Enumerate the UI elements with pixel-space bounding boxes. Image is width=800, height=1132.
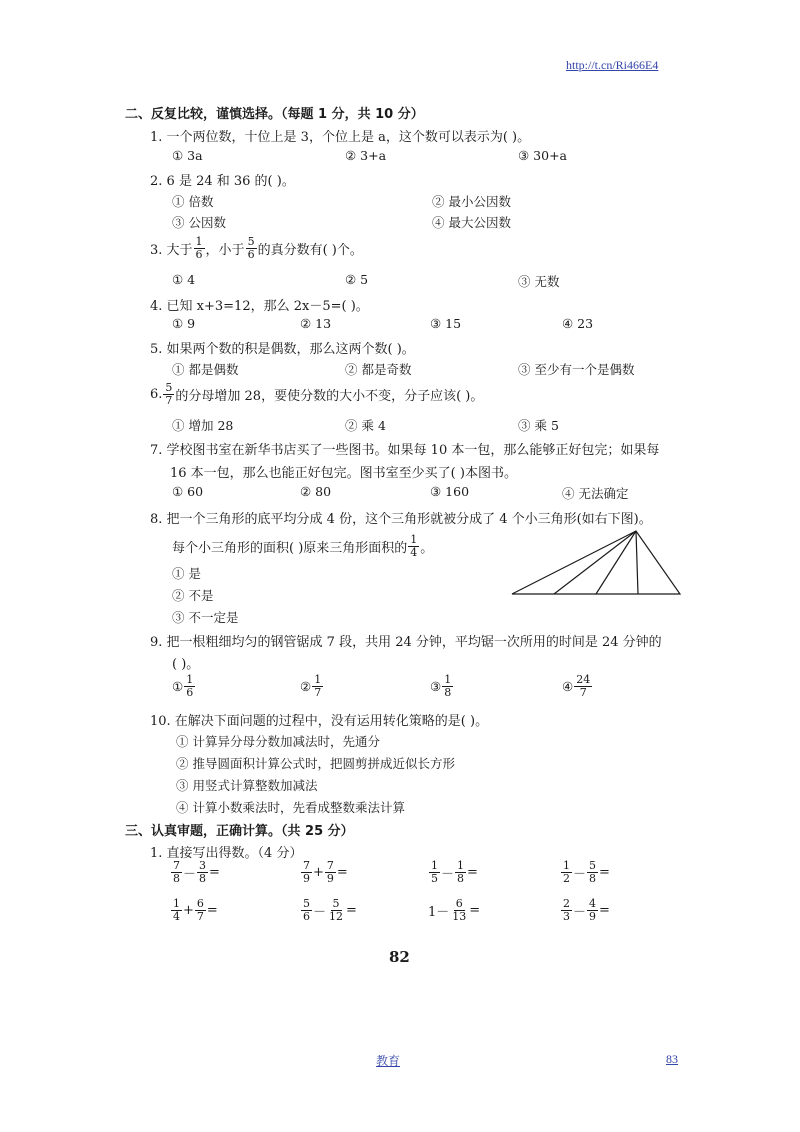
q8-fraction: $\frac{1}{4}$ xyxy=(410,533,418,559)
q5-option-3: ③ 至少有一个是偶数 xyxy=(518,362,635,377)
question-7-line-1: 7. 学校图书室在新华书店买了一些图书。如果每 10 本一包，那么能够正好包完；如果每 xyxy=(150,443,660,458)
q4-option-1: ① 9 xyxy=(172,316,196,331)
q8-suffix: 。 xyxy=(420,540,434,556)
calc-item-3: $\frac{1}{5}$ － $\frac{1}{8}$ = xyxy=(431,859,478,885)
q6-option-3: ③ 乘 5 xyxy=(518,418,559,433)
q2-option-3: ③ 公因数 xyxy=(172,215,226,230)
footer-link-page[interactable]: 83 xyxy=(666,1052,678,1066)
q9-option-1: ① $\frac{1}{6}$ xyxy=(172,673,194,699)
q2-option-4: ④ 最大公因数 xyxy=(432,215,511,230)
q3-option-2: ② 5 xyxy=(345,272,369,287)
q5-option-2: ② 都是奇数 xyxy=(345,362,412,377)
triangle-figure xyxy=(508,528,684,598)
q6-option-2: ② 乘 4 xyxy=(345,418,386,433)
question-7-line-2: 16 本一包，那么也能正好包完。图书室至少买了( )本图书。 xyxy=(170,466,517,481)
q8-prefix: 每个小三角形的面积( )原来三角形面积的 xyxy=(172,540,408,556)
q4-option-4: ④ 23 xyxy=(562,316,594,331)
q2-option-1: ① 倍数 xyxy=(172,194,214,209)
triangle-outline xyxy=(512,531,680,594)
q7-option-2: ② 80 xyxy=(300,484,332,499)
calc-item-2: $\frac{7}{9}$ + $\frac{7}{9}$ = xyxy=(303,859,348,885)
footer-link-education[interactable]: 教育 xyxy=(376,1054,401,1068)
q3-suffix: 的真分数有( )个。 xyxy=(257,242,363,258)
q1-option-1: ① 3a xyxy=(172,148,203,163)
triangle-divider-2 xyxy=(596,531,636,594)
page-number: 82 xyxy=(389,948,410,966)
source-url-link[interactable]: http://t.cn/Ri466E4 xyxy=(566,58,659,72)
q8-option-2: ② 不是 xyxy=(172,588,214,603)
calc-item-1: $\frac{7}{8}$ － $\frac{3}{8}$ = xyxy=(173,859,220,885)
q7-option-1: ① 60 xyxy=(172,484,204,499)
q10-option-4: ④ 计算小数乘法时，先看成整数乘法计算 xyxy=(176,800,405,815)
q3-option-1: ① 4 xyxy=(172,272,196,287)
section-2-title: 二、反复比较，谨慎选择。（每题 1 分，共 10 分） xyxy=(125,107,424,122)
calc-item-5: $\frac{1}{4}$ + $\frac{6}{7}$ = xyxy=(173,897,218,923)
question-1: 1. 一个两位数，十位上是 3，个位上是 a，这个数可以表示为( )。 xyxy=(150,130,531,145)
q8-option-1: ① 是 xyxy=(172,566,201,581)
q9-option-3: ③ $\frac{1}{8}$ xyxy=(430,673,452,699)
q6-fraction: $\frac{5}{7}$ xyxy=(165,381,173,407)
q3-fraction-1: $\frac{1}{6}$ xyxy=(195,235,203,261)
q9-option-4: ④ $\frac{24}{7}$ xyxy=(562,673,591,699)
calc-item-4: $\frac{1}{2}$ － $\frac{5}{8}$ = xyxy=(563,859,610,885)
q7-option-3: ③ 160 xyxy=(430,484,470,499)
calc-item-6: $\frac{5}{6}$ － $\frac{5}{12}$ = xyxy=(303,897,357,923)
section-3-subtitle: 1. 直接写出得数。（4 分） xyxy=(150,846,303,861)
q4-option-2: ② 13 xyxy=(300,316,332,331)
q2-option-2: ② 最小公因数 xyxy=(432,194,511,209)
question-8-line-2 xyxy=(172,534,433,558)
q10-option-3: ③ 用竖式计算整数加减法 xyxy=(176,778,318,793)
question-8-line-1: 8. 把一个三角形的底平均分成 4 份，这个三角形就被分成了 4 个小三角形(如右下图)。 xyxy=(150,512,652,527)
section-3-title: 三、认真审题，正确计算。（共 25 分） xyxy=(125,824,354,839)
question-3 xyxy=(150,236,363,260)
q3-fraction-2: $\frac{5}{6}$ xyxy=(247,235,255,261)
question-10: 10. 在解决下面问题的过程中，没有运用转化策略的是( )。 xyxy=(150,714,489,729)
q1-option-2: ② 3+a xyxy=(345,148,387,163)
q1-option-3: ③ 30+a xyxy=(518,148,568,163)
question-5: 5. 如果两个数的积是偶数，那么这两个数( )。 xyxy=(150,342,415,357)
question-4: 4. 已知 x+3=12，那么 2x－5=( )。 xyxy=(150,299,369,314)
question-9-line-1: 9. 把一根粗细均匀的钢管锯成 7 段，共用 24 分钟，平均锯一次所用的时间是 24 分钟的 xyxy=(150,635,662,650)
calc-item-8: $\frac{2}{3}$ － $\frac{4}{9}$ = xyxy=(563,897,610,923)
q6-prefix: 6. xyxy=(150,386,163,402)
q10-option-1: ① 计算异分母分数加减法时，先通分 xyxy=(176,734,380,749)
question-2: 2. 6 是 24 和 36 的( )。 xyxy=(150,174,295,189)
question-6 xyxy=(150,382,483,406)
triangle-divider-3 xyxy=(636,531,638,594)
q6-suffix: 的分母增加 28，要使分数的大小不变，分子应该( )。 xyxy=(175,388,484,404)
q9-option-2: ② $\frac{1}{7}$ xyxy=(300,673,322,699)
q3-prefix: 3. 大于 xyxy=(150,242,193,258)
q3-middle: ，小于 xyxy=(205,242,245,258)
q8-option-3: ③ 不一定是 xyxy=(172,610,239,625)
q4-option-3: ③ 15 xyxy=(430,316,462,331)
q7-option-4: ④ 无法确定 xyxy=(562,486,629,501)
q3-option-3: ③ 无数 xyxy=(518,274,560,289)
calc-item-7: 1－ $\frac{6}{13}$ = xyxy=(428,897,481,923)
triangle-divider-1 xyxy=(554,531,636,594)
question-9-line-2: ( )。 xyxy=(172,657,200,672)
q5-option-1: ① 都是偶数 xyxy=(172,362,239,377)
q10-option-2: ② 推导圆面积计算公式时，把圆剪拼成近似长方形 xyxy=(176,756,455,771)
q6-option-1: ① 增加 28 xyxy=(172,418,234,433)
